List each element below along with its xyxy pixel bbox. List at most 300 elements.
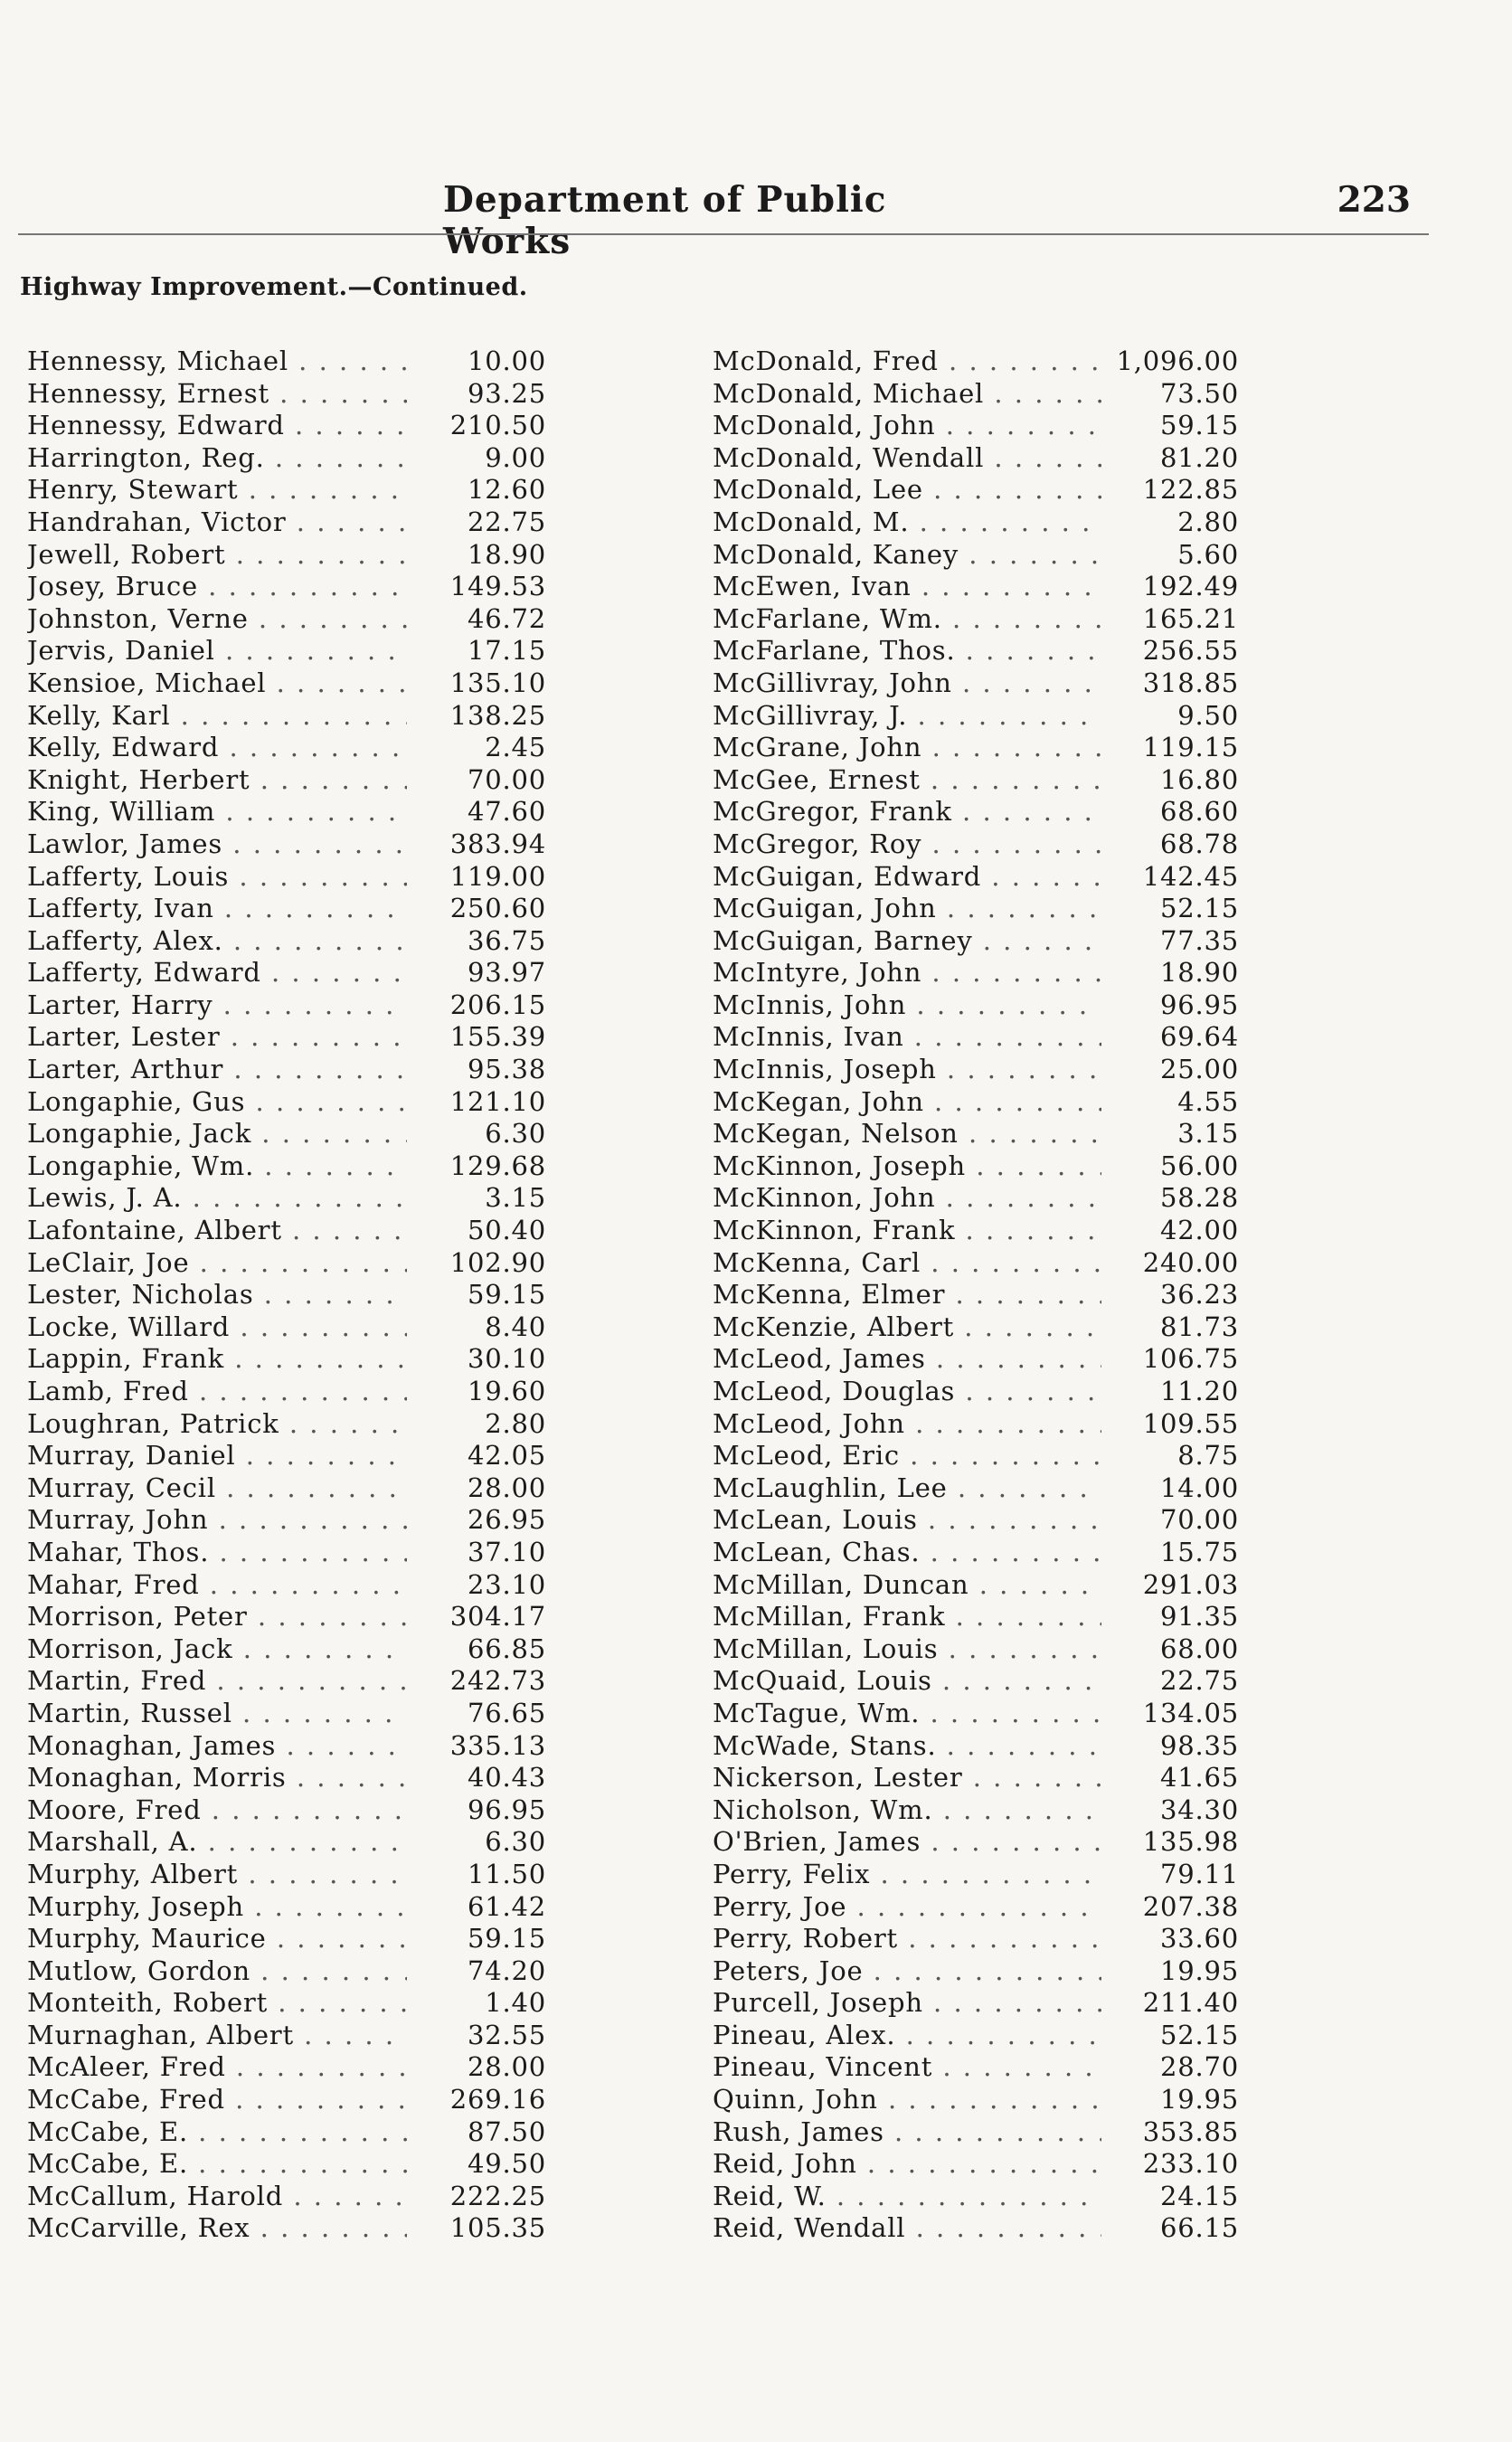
payee-name: Larter, Harry . . . bbox=[27, 989, 407, 1020]
payment-row bbox=[713, 925, 1382, 958]
payee-name: Lawlor, James . . . bbox=[27, 828, 407, 859]
payment-row bbox=[27, 1440, 696, 1472]
left-payments-column bbox=[27, 345, 696, 2245]
payment-row bbox=[27, 1730, 696, 1763]
payee-name: McInnis, Ivan . . . bbox=[713, 1021, 1101, 1052]
payee-name: Nickerson, Lester . . . bbox=[713, 1762, 1101, 1793]
payee-name: Martin, Russel . . . bbox=[27, 1698, 407, 1728]
payment-amount: 207.38 bbox=[1142, 1890, 1239, 1922]
payment-amount: 134.05 bbox=[1142, 1697, 1239, 1728]
payment-amount: 93.97 bbox=[467, 957, 546, 989]
payee-name: McEwen, Ivan . . . bbox=[713, 571, 1101, 601]
payment-row bbox=[713, 410, 1382, 442]
payment-row bbox=[713, 1794, 1382, 1827]
payee-name: Hennessy, Michael . . . bbox=[27, 345, 407, 376]
payment-row bbox=[27, 989, 696, 1022]
payee-name: Lafferty, Edward . . . bbox=[27, 957, 407, 988]
payment-amount: 28.00 bbox=[467, 2051, 546, 2083]
payment-row bbox=[713, 1182, 1382, 1215]
payment-row bbox=[27, 764, 696, 797]
payee-name: Murphy, Maurice . . . bbox=[27, 1923, 407, 1954]
payee-name: McCallum, Harold . . . bbox=[27, 2181, 407, 2211]
payment-row bbox=[713, 571, 1382, 603]
payment-amount: 50.40 bbox=[467, 1215, 546, 1246]
payment-row bbox=[713, 989, 1382, 1022]
payee-name: Monteith, Robert . . . bbox=[27, 1987, 407, 2018]
payment-amount: 66.85 bbox=[467, 1633, 546, 1664]
payee-name: Lester, Nicholas . . . bbox=[27, 1279, 407, 1310]
payee-name: Reid, Wendall . . . bbox=[713, 2212, 1101, 2243]
payment-row bbox=[713, 2181, 1382, 2213]
payee-name: McInnis, John . . . bbox=[713, 989, 1101, 1020]
payment-row bbox=[27, 1794, 696, 1827]
payment-row bbox=[713, 1537, 1382, 1569]
payee-name: Hennessy, Ernest . . . bbox=[27, 378, 407, 409]
payee-name: Lafferty, Alex. . . . bbox=[27, 925, 407, 956]
payment-amount: 250.60 bbox=[449, 893, 546, 924]
payee-name: McLean, Chas. . . . bbox=[713, 1537, 1101, 1567]
payee-name: McLaughlin, Lee . . . bbox=[713, 1472, 1101, 1503]
payment-amount: 77.35 bbox=[1159, 924, 1239, 956]
payee-name: McAleer, Fred . . . bbox=[27, 2051, 407, 2082]
payment-row bbox=[713, 1440, 1382, 1472]
payee-name: McGuigan, Edward . . . bbox=[713, 861, 1101, 892]
payee-name: Murphy, Joseph . . . bbox=[27, 1891, 407, 1922]
payee-name: McGuigan, John . . . bbox=[713, 893, 1101, 923]
payment-amount: 49.50 bbox=[467, 2148, 546, 2180]
payee-name: Marshall, A. . . . bbox=[27, 1826, 407, 1857]
payment-row bbox=[27, 378, 696, 411]
payment-row bbox=[27, 2051, 696, 2084]
payee-name: Lafontaine, Albert . . . bbox=[27, 1215, 407, 1245]
payment-amount: 304.17 bbox=[449, 1601, 546, 1633]
payee-name: McGillivray, J. . . . bbox=[713, 700, 1101, 731]
payee-name: Morrison, Jack . . . bbox=[27, 1633, 407, 1664]
payee-name: McLeod, James . . . bbox=[713, 1343, 1101, 1374]
payee-name: McKenna, Carl . . . bbox=[713, 1247, 1101, 1278]
payment-amount: 18.90 bbox=[1159, 957, 1239, 989]
payment-amount: 121.10 bbox=[449, 1085, 546, 1117]
payee-name: Kelly, Karl . . . bbox=[27, 700, 407, 731]
payment-amount: 142.45 bbox=[1142, 860, 1239, 892]
payment-amount: 74.20 bbox=[467, 1955, 546, 1986]
payee-name: McFarlane, Wm. . . . bbox=[713, 603, 1101, 634]
payment-row bbox=[713, 1376, 1382, 1408]
payment-row bbox=[27, 1987, 696, 2020]
payment-row bbox=[713, 1955, 1382, 1988]
payment-row bbox=[27, 925, 696, 958]
payment-row bbox=[713, 1569, 1382, 1602]
payment-row bbox=[27, 1311, 696, 1344]
payment-row bbox=[27, 603, 696, 636]
payment-amount: 40.43 bbox=[467, 1762, 546, 1794]
payee-name: Lappin, Frank . . . bbox=[27, 1343, 407, 1374]
payment-row bbox=[27, 1408, 696, 1441]
payment-row bbox=[27, 1021, 696, 1054]
payment-amount: 30.10 bbox=[467, 1343, 546, 1375]
payee-name: Mahar, Fred . . . bbox=[27, 1569, 407, 1600]
payee-name: Jervis, Daniel . . . bbox=[27, 635, 407, 666]
payee-name: Nicholson, Wm. . . . bbox=[713, 1794, 1101, 1825]
payment-row bbox=[27, 571, 696, 603]
payment-row bbox=[713, 1601, 1382, 1633]
payment-row bbox=[713, 1150, 1382, 1183]
payment-amount: 28.70 bbox=[1159, 2051, 1239, 2083]
payment-amount: 135.10 bbox=[449, 667, 546, 698]
payment-row bbox=[713, 1408, 1382, 1441]
payee-name: McMillan, Frank . . . bbox=[713, 1601, 1101, 1632]
payment-amount: 138.25 bbox=[449, 699, 546, 731]
payment-amount: 22.75 bbox=[1159, 1665, 1239, 1697]
payment-amount: 122.85 bbox=[1142, 474, 1239, 506]
header-rule bbox=[18, 233, 1429, 235]
payment-amount: 81.73 bbox=[1159, 1311, 1239, 1342]
payee-name: McKinnon, Frank . . . bbox=[713, 1215, 1101, 1245]
page-number: 223 bbox=[1337, 179, 1411, 221]
payment-row bbox=[27, 1859, 696, 1891]
payment-amount: 93.25 bbox=[467, 377, 546, 409]
payment-amount: 318.85 bbox=[1142, 667, 1239, 698]
payee-name: McTague, Wm. . . . bbox=[713, 1698, 1101, 1728]
payee-name: Hennessy, Edward . . . bbox=[27, 410, 407, 440]
payment-amount: 119.15 bbox=[1142, 732, 1239, 763]
payment-row bbox=[27, 667, 696, 700]
payee-name: McFarlane, Thos. . . . bbox=[713, 635, 1101, 666]
payee-name: McGee, Ernest . . . bbox=[713, 764, 1101, 795]
payee-name: Monaghan, Morris . . . bbox=[27, 1762, 407, 1793]
payment-row bbox=[713, 1504, 1382, 1537]
payee-name: Lamb, Fred . . . bbox=[27, 1376, 407, 1406]
payee-name: McGregor, Roy . . . bbox=[713, 828, 1101, 859]
payee-name: Moore, Fred . . . bbox=[27, 1794, 407, 1825]
payment-row bbox=[27, 1923, 696, 1955]
payment-amount: 96.95 bbox=[1159, 989, 1239, 1020]
payment-row bbox=[713, 732, 1382, 764]
payment-amount: 19.60 bbox=[467, 1376, 546, 1406]
payment-amount: 1.40 bbox=[485, 1987, 546, 2019]
payee-name: Lafferty, Louis . . . bbox=[27, 861, 407, 892]
payee-name: McGillivray, John . . . bbox=[713, 667, 1101, 698]
page-header-title: Department of Public Works bbox=[443, 179, 887, 262]
payee-name: McLeod, Eric . . . bbox=[713, 1440, 1101, 1471]
payment-amount: 32.55 bbox=[467, 2019, 546, 2050]
payment-row bbox=[713, 2084, 1382, 2116]
payee-name: Lewis, J. A. . . . bbox=[27, 1182, 407, 1213]
payee-name: Murnaghan, Albert . . . bbox=[27, 2020, 407, 2050]
payee-name: McKegan, John . . . bbox=[713, 1086, 1101, 1117]
payment-amount: 1,096.00 bbox=[1116, 345, 1239, 376]
payment-row bbox=[713, 1826, 1382, 1859]
payee-name: Perry, Robert . . . bbox=[713, 1923, 1101, 1954]
payee-name: Martin, Fred . . . bbox=[27, 1665, 407, 1696]
payment-row bbox=[27, 700, 696, 733]
payment-amount: 70.00 bbox=[467, 763, 546, 795]
payment-row bbox=[27, 345, 696, 378]
payee-name: McKinnon, Joseph . . . bbox=[713, 1150, 1101, 1181]
payment-amount: 242.73 bbox=[449, 1665, 546, 1697]
payee-name: McKenna, Elmer . . . bbox=[713, 1279, 1101, 1310]
payment-row bbox=[27, 1698, 696, 1730]
payment-row bbox=[27, 2148, 696, 2181]
payment-amount: 36.75 bbox=[467, 924, 546, 956]
payment-amount: 68.60 bbox=[1159, 796, 1239, 828]
payee-name: McDonald, Fred . . . bbox=[713, 345, 1101, 376]
payee-name: McWade, Stans. . . . bbox=[713, 1730, 1101, 1761]
payment-row bbox=[713, 1730, 1382, 1763]
payee-name: McGregor, Frank . . . bbox=[713, 796, 1101, 827]
payment-row bbox=[27, 1054, 696, 1086]
payment-row bbox=[27, 796, 696, 828]
payee-name: Monaghan, James . . . bbox=[27, 1730, 407, 1761]
payee-name: McKinnon, John . . . bbox=[713, 1182, 1101, 1213]
payment-row bbox=[27, 1118, 696, 1150]
payment-amount: 76.65 bbox=[467, 1697, 546, 1728]
payment-amount: 33.60 bbox=[1159, 1923, 1239, 1955]
payment-row bbox=[713, 635, 1382, 667]
payment-amount: 22.75 bbox=[467, 506, 546, 537]
payment-row bbox=[713, 442, 1382, 475]
payment-amount: 2.80 bbox=[485, 1407, 546, 1439]
payment-amount: 353.85 bbox=[1142, 2115, 1239, 2147]
payment-row bbox=[27, 1343, 696, 1376]
payee-name: Murray, Cecil . . . bbox=[27, 1472, 407, 1503]
payment-row bbox=[27, 732, 696, 764]
payee-name: McDonald, Lee . . . bbox=[713, 474, 1101, 505]
payment-row bbox=[27, 539, 696, 572]
payee-name: Johnston, Verne . . . bbox=[27, 603, 407, 634]
payment-row bbox=[713, 1215, 1382, 1247]
payment-row bbox=[27, 474, 696, 506]
payee-name: Pineau, Vincent . . . bbox=[713, 2051, 1101, 2082]
payment-amount: 25.00 bbox=[1159, 1054, 1239, 1085]
payment-amount: 66.15 bbox=[1159, 2212, 1239, 2244]
payee-name: Reid, W. . . . bbox=[713, 2181, 1101, 2211]
payee-name: McLean, Louis . . . bbox=[713, 1504, 1101, 1535]
payee-name: Purcell, Joseph . . . bbox=[713, 1987, 1101, 2018]
payment-row bbox=[27, 1826, 696, 1859]
payment-row bbox=[27, 1601, 696, 1633]
payment-row bbox=[713, 1891, 1382, 1924]
payment-amount: 24.15 bbox=[1159, 2180, 1239, 2211]
payment-amount: 59.15 bbox=[467, 1923, 546, 1955]
payment-amount: 52.15 bbox=[1159, 2019, 1239, 2050]
payment-amount: 149.53 bbox=[449, 571, 546, 602]
payee-name: Harrington, Reg. . . . bbox=[27, 442, 407, 473]
payee-name: Peters, Joe . . . bbox=[713, 1955, 1101, 1986]
payment-amount: 3.15 bbox=[1177, 1118, 1239, 1150]
payment-row bbox=[713, 861, 1382, 894]
payment-amount: 240.00 bbox=[1142, 1246, 1239, 1278]
payee-name: Lafferty, Ivan . . . bbox=[27, 893, 407, 923]
payment-amount: 5.60 bbox=[1177, 538, 1239, 570]
payment-amount: 2.80 bbox=[1177, 506, 1239, 537]
payment-amount: 11.20 bbox=[1159, 1376, 1239, 1406]
payment-row bbox=[27, 2181, 696, 2213]
payment-amount: 109.55 bbox=[1142, 1407, 1239, 1439]
payment-amount: 106.75 bbox=[1142, 1343, 1239, 1375]
payment-amount: 59.15 bbox=[1159, 410, 1239, 441]
payment-amount: 335.13 bbox=[449, 1729, 546, 1761]
payment-amount: 17.15 bbox=[467, 635, 546, 667]
payment-row bbox=[27, 1633, 696, 1666]
payment-amount: 2.45 bbox=[485, 732, 546, 763]
payment-amount: 14.00 bbox=[1159, 1472, 1239, 1503]
payment-amount: 19.95 bbox=[1159, 1955, 1239, 1986]
payment-row bbox=[713, 828, 1382, 861]
payment-row bbox=[713, 506, 1382, 539]
payee-name: Murphy, Albert . . . bbox=[27, 1859, 407, 1889]
payment-amount: 91.35 bbox=[1159, 1601, 1239, 1633]
payment-amount: 12.60 bbox=[467, 474, 546, 506]
payment-row bbox=[27, 1247, 696, 1280]
payment-amount: 135.98 bbox=[1142, 1826, 1239, 1858]
payment-row bbox=[27, 2084, 696, 2116]
payee-name: Pineau, Alex. . . . bbox=[713, 2020, 1101, 2050]
payment-row bbox=[713, 764, 1382, 797]
payment-amount: 42.00 bbox=[1159, 1215, 1239, 1246]
payment-row bbox=[27, 1665, 696, 1698]
payment-amount: 23.10 bbox=[467, 1568, 546, 1600]
payment-row bbox=[27, 1086, 696, 1119]
payee-name: Murray, Daniel . . . bbox=[27, 1440, 407, 1471]
payee-name: O'Brien, James . . . bbox=[713, 1826, 1101, 1857]
payee-name: McMillan, Louis . . . bbox=[713, 1633, 1101, 1664]
payment-amount: 73.50 bbox=[1159, 377, 1239, 409]
payee-name: McInnis, Joseph . . . bbox=[713, 1054, 1101, 1084]
payee-name: McIntyre, John . . . bbox=[713, 957, 1101, 988]
payee-name: Larter, Lester . . . bbox=[27, 1021, 407, 1052]
payee-name: Mutlow, Gordon . . . bbox=[27, 1955, 407, 1986]
payee-name: McLeod, Douglas . . . bbox=[713, 1376, 1101, 1406]
payee-name: McDonald, John . . . bbox=[713, 410, 1101, 440]
payee-name: McDonald, Wendall . . . bbox=[713, 442, 1101, 473]
payee-name: McDonald, M. . . . bbox=[713, 506, 1101, 537]
payee-name: Morrison, Peter . . . bbox=[27, 1601, 407, 1632]
payment-row bbox=[713, 1021, 1382, 1054]
payment-row bbox=[27, 635, 696, 667]
payment-row bbox=[713, 1698, 1382, 1730]
payee-name: McGuigan, Barney . . . bbox=[713, 925, 1101, 956]
payment-row bbox=[27, 1376, 696, 1408]
payment-amount: 95.38 bbox=[467, 1054, 546, 1085]
payee-name: Quinn, John . . . bbox=[713, 2084, 1101, 2115]
payment-row bbox=[713, 700, 1382, 733]
payment-amount: 210.50 bbox=[449, 410, 546, 441]
payee-name: McKegan, Nelson . . . bbox=[713, 1118, 1101, 1149]
payment-amount: 6.30 bbox=[485, 1118, 546, 1150]
payment-amount: 52.15 bbox=[1159, 893, 1239, 924]
payment-amount: 6.30 bbox=[485, 1826, 546, 1858]
payee-name: McDonald, Kaney . . . bbox=[713, 539, 1101, 570]
payment-amount: 10.00 bbox=[467, 345, 546, 376]
payment-amount: 96.95 bbox=[467, 1794, 546, 1825]
payee-name: Perry, Felix . . . bbox=[713, 1859, 1101, 1889]
payment-row bbox=[27, 1537, 696, 1569]
payment-amount: 70.00 bbox=[1159, 1504, 1239, 1536]
payee-name: Knight, Herbert . . . bbox=[27, 764, 407, 795]
payee-name: McQuaid, Louis . . . bbox=[713, 1665, 1101, 1696]
payee-name: Reid, John . . . bbox=[713, 2148, 1101, 2179]
payment-amount: 256.55 bbox=[1142, 635, 1239, 667]
payment-amount: 119.00 bbox=[449, 860, 546, 892]
payment-amount: 3.15 bbox=[485, 1182, 546, 1214]
payment-row bbox=[713, 603, 1382, 636]
payee-name: McLeod, John . . . bbox=[713, 1408, 1101, 1439]
payment-row bbox=[27, 957, 696, 989]
payment-amount: 102.90 bbox=[449, 1246, 546, 1278]
payment-amount: 9.50 bbox=[1177, 699, 1239, 731]
payment-row bbox=[27, 1215, 696, 1247]
payment-amount: 129.68 bbox=[449, 1150, 546, 1181]
payment-row bbox=[27, 1182, 696, 1215]
payment-amount: 16.80 bbox=[1159, 763, 1239, 795]
payment-row bbox=[27, 1150, 696, 1183]
payment-amount: 269.16 bbox=[449, 2084, 546, 2115]
payment-row bbox=[27, 1472, 696, 1505]
payment-amount: 222.25 bbox=[449, 2180, 546, 2211]
payment-row bbox=[713, 2116, 1382, 2149]
payment-amount: 41.65 bbox=[1159, 1762, 1239, 1794]
payment-row bbox=[713, 345, 1382, 378]
payee-name: Longaphie, Gus . . . bbox=[27, 1086, 407, 1117]
payment-amount: 58.28 bbox=[1159, 1182, 1239, 1214]
payment-row bbox=[27, 2212, 696, 2245]
payment-row bbox=[27, 1955, 696, 1988]
payment-amount: 47.60 bbox=[467, 796, 546, 828]
payment-row bbox=[713, 1665, 1382, 1698]
payee-name: Henry, Stewart . . . bbox=[27, 474, 407, 505]
payment-amount: 68.00 bbox=[1159, 1633, 1239, 1664]
payment-amount: 34.30 bbox=[1159, 1794, 1239, 1825]
payment-amount: 233.10 bbox=[1142, 2148, 1239, 2180]
payment-amount: 81.20 bbox=[1159, 441, 1239, 473]
payment-amount: 165.21 bbox=[1142, 602, 1239, 634]
payment-amount: 18.90 bbox=[467, 538, 546, 570]
payment-row bbox=[27, 1891, 696, 1924]
payment-amount: 11.50 bbox=[467, 1858, 546, 1889]
payment-row bbox=[27, 410, 696, 442]
payee-name: McCabe, Fred . . . bbox=[27, 2084, 407, 2115]
payment-row bbox=[713, 1054, 1382, 1086]
payment-amount: 155.39 bbox=[449, 1021, 546, 1053]
payment-amount: 211.40 bbox=[1142, 1987, 1239, 2019]
payment-amount: 105.35 bbox=[449, 2212, 546, 2244]
payment-row bbox=[713, 1279, 1382, 1311]
payment-amount: 36.23 bbox=[1159, 1279, 1239, 1311]
payment-amount: 59.15 bbox=[467, 1279, 546, 1311]
payment-row bbox=[713, 1086, 1382, 1119]
payee-name: Jewell, Robert . . . bbox=[27, 539, 407, 570]
payee-name: Handrahan, Victor . . . bbox=[27, 506, 407, 537]
payee-name: Kelly, Edward . . . bbox=[27, 732, 407, 762]
payment-row bbox=[27, 2020, 696, 2052]
payee-name: Murray, John . . . bbox=[27, 1504, 407, 1535]
payment-row bbox=[713, 667, 1382, 700]
payment-row bbox=[27, 828, 696, 861]
payment-row bbox=[713, 1762, 1382, 1794]
payment-amount: 37.10 bbox=[467, 1536, 546, 1567]
payment-row bbox=[713, 2051, 1382, 2084]
payee-name: McCabe, E. . . . bbox=[27, 2116, 407, 2147]
payment-row bbox=[713, 2020, 1382, 2052]
payment-row bbox=[713, 1987, 1382, 2020]
payment-row bbox=[713, 1311, 1382, 1344]
payment-row bbox=[713, 957, 1382, 989]
payment-amount: 69.64 bbox=[1159, 1021, 1239, 1053]
payee-name: McKenzie, Albert . . . bbox=[713, 1311, 1101, 1342]
payment-amount: 19.95 bbox=[1159, 2084, 1239, 2115]
payee-name: Kensioe, Michael . . . bbox=[27, 667, 407, 698]
